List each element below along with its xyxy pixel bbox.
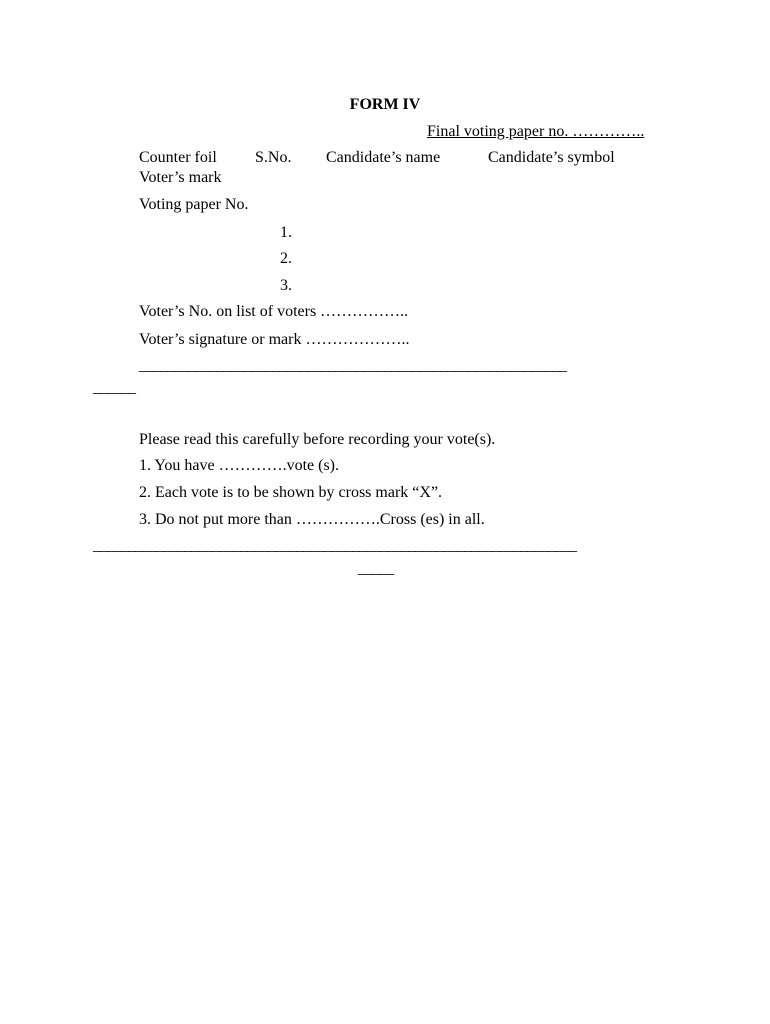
voter-signature-line: Voter’s signature or mark ……………….. — [139, 331, 410, 348]
header-candidate-name: Candidate’s name — [326, 149, 441, 166]
list-number-3: 3. — [280, 277, 292, 294]
instructions-heading: Please read this carefully before recording your vote(s). — [139, 431, 496, 448]
instruction-item-2: 2. Each vote is to be shown by cross mark “X”. — [139, 484, 443, 501]
final-voting-paper-number: Final voting paper no. ………….. — [427, 123, 645, 140]
form-title: FORM IV — [349, 96, 421, 113]
header-voters-mark: Voter’s mark — [139, 169, 222, 186]
instruction-item-3: 3. Do not put more than …………….Cross (es) in all. — [139, 511, 485, 528]
header-counter-foil: Counter foil — [139, 149, 217, 166]
divider-2-line-b: _____ — [358, 560, 393, 577]
voter-number-line: Voter’s No. on list of voters …………….. — [139, 303, 409, 320]
list-number-2: 2. — [280, 250, 292, 267]
header-sno: S.No. — [255, 149, 292, 166]
list-number-1: 1. — [280, 224, 292, 241]
divider-2-line-a: _____________________________________________________________________ — [93, 537, 576, 554]
divider-1-line-a: _____________________________________________________________ — [139, 357, 566, 374]
divider-1-line-b: ______ — [93, 379, 135, 396]
header-candidate-symbol: Candidate’s symbol — [488, 149, 615, 166]
instruction-item-1: 1. You have ………….vote (s). — [139, 457, 339, 474]
voting-paper-no-label: Voting paper No. — [139, 196, 249, 213]
